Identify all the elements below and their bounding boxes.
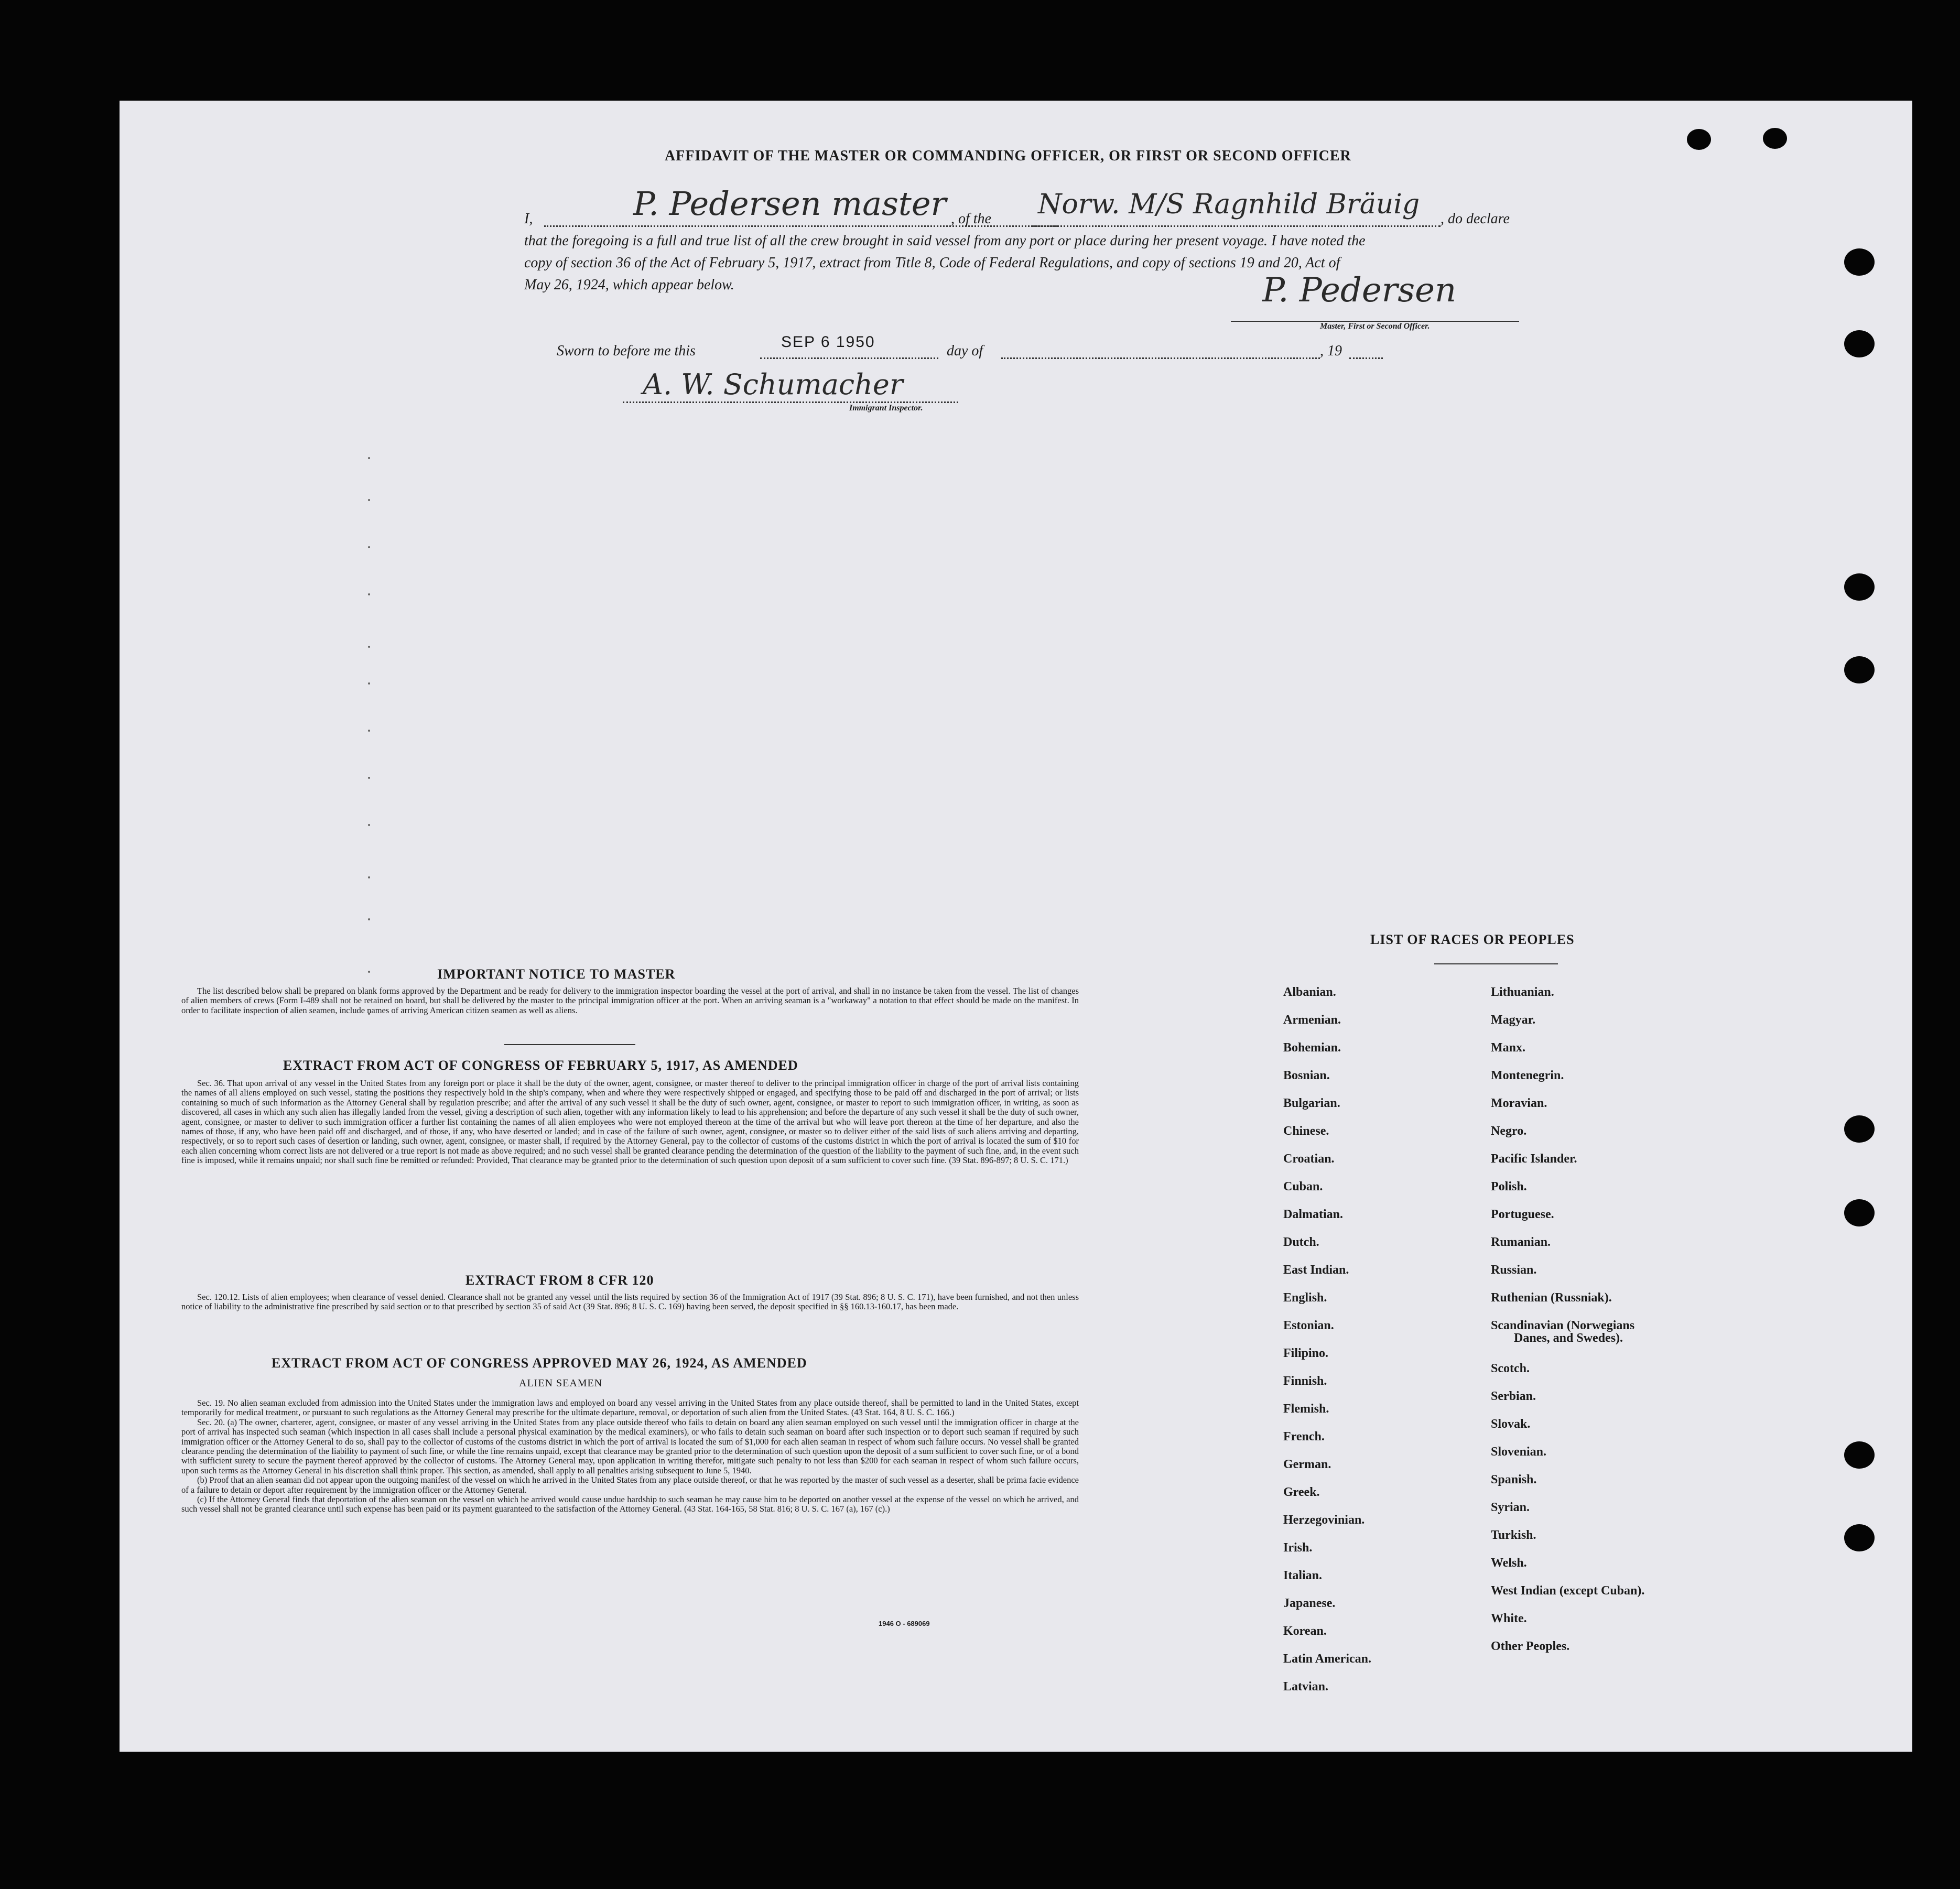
race-item: Turkish. (1491, 1528, 1536, 1542)
document-page (120, 101, 1912, 1752)
section-divider (504, 1044, 635, 1045)
race-item: Other Peoples. (1491, 1640, 1570, 1653)
inspector-label: Immigrant Inspector. (849, 404, 923, 412)
sec-20a-paragraph: Sec. 20. (a) The owner, charterer, agent, consignee, or master of any vessel arriving in the United States from any place outside thereof who fails to detain on board any alien seaman employed on such vessel until the immigration officer in charge at the port of arrival has inspected such seaman (which inspection in all cases shall include a personal physical examination by the medical examiners), or who fails to detain such seaman on board after such inspection or to deport such seaman if required by such immigration officer or the Attorney General to do so, shall pay to the collector of customs of the customs district in which the port of arrival is located the sum of $1,000 for each alien seaman in respect of whom such failure occurs. No vessel shall be granted clearance pending the determination of the liability to payment of such fine, or while the fine remains unpaid, except that clearance may be granted prior to the determination of such question upon the deposit of a sum sufficient to cover such fine, or of a bond with sufficient surety to secure the payment thereof approved by the collector of customs. The Attorney General may, upon application in writing therefor, mitigate such penalty to not less than $200 for each seaman in respect of whom such failure occurs, upon such terms as the Attorney General in his discretion shall think proper. This section, as amended, shall apply to all penalties arising subsequent to June 5, 1940. (181, 1417, 1079, 1475)
race-item: Finnish. (1283, 1374, 1327, 1388)
extract-cfr-title: EXTRACT FROM 8 CFR 120 (465, 1273, 654, 1288)
race-item: Serbian. (1491, 1389, 1536, 1403)
vessel-name-handwriting: Norw. M/S Ragnhild Bräuig (1038, 189, 1420, 220)
race-item: Syrian. (1491, 1501, 1530, 1514)
margin-dot (368, 777, 370, 779)
race-item: French. (1283, 1430, 1325, 1443)
extract-1917-text (181, 1079, 1079, 1166)
sworn-date-stamp: SEP 6 1950 (781, 333, 875, 351)
master-signature: P. Pedersen (1262, 271, 1457, 310)
race-item: Croatian. (1283, 1152, 1335, 1166)
race-item: Negro. (1491, 1124, 1527, 1138)
race-item: Flemish. (1283, 1402, 1329, 1416)
race-item: Latvian. (1283, 1680, 1329, 1693)
margin-dot (368, 682, 370, 685)
race-item: Slovenian. (1491, 1445, 1547, 1459)
race-item: Ruthenian (Russniak). (1491, 1291, 1612, 1305)
race-item: Bohemian. (1283, 1041, 1341, 1055)
margin-dot (368, 457, 370, 459)
race-item: Cuban. (1283, 1180, 1323, 1193)
margin-dot (368, 918, 370, 920)
year-label: , 19 (1320, 343, 1342, 359)
race-item: Pacific Islander. (1491, 1152, 1577, 1166)
margin-dot (368, 824, 370, 826)
race-item: Armenian. (1283, 1013, 1341, 1027)
race-item: German. (1283, 1458, 1331, 1471)
sec-20c-paragraph: (c) If the Attorney General finds that deportation of the alien seaman on the vessel on which he arrived would cause undue hardship to such seaman he may cause him to be deported on another vessel at the expense of the vessel on which he arrived, and such vessel shall not be granted clearance until such expense has been paid or its payment guaranteed to the satisfaction of the Attorney General. (43 Stat. 164-165, 58 Stat. 816; 8 U. S. C. 167 (a), 167 (c).) (181, 1494, 1079, 1514)
margin-dot (368, 730, 370, 732)
race-item: Spanish. (1491, 1473, 1537, 1486)
race-item: Dalmatian. (1283, 1208, 1343, 1221)
notice-paragraph: The list described below shall be prepared on blank forms approved by the Department and be ready for delivery to the immigration inspector boarding the vessel at the port of arrival, and shall in no instance be taken from the vessel. The list of changes of alien members of crews (Form I-489 shall not be retained on board, but shall be delivered by the master to the principal immigration officer at the port. When an arriving seaman is a "workaway" a notation to that effect should be made on the manifest. In order to facilitate inspection of alien seamen, include names of arriving American citizen seamen as well as aliens. (181, 986, 1079, 1015)
race-item: Scotch. (1491, 1362, 1530, 1375)
race-item: English. (1283, 1291, 1327, 1305)
margin-dot (368, 876, 370, 878)
race-item: Welsh. (1491, 1556, 1527, 1570)
punch-hole (1844, 330, 1875, 357)
form-print-code: 1946 O - 689069 (879, 1620, 930, 1627)
margin-dot (368, 971, 370, 973)
race-item: Filipino. (1283, 1347, 1329, 1360)
sec-20b-paragraph: (b) Proof that an alien seaman did not appear upon the outgoing manifest of the vessel on which he arrived in the United States from any place outside thereof, or that he was reported by the master of such vessel as a deserter, shall be prima facie evidence of a failure to detain or deport after requirement by the immigration officer or the Attorney General. (181, 1475, 1079, 1495)
vessel-name-line (1032, 225, 1441, 227)
margin-dot (368, 546, 370, 548)
of-the-label: , of the (951, 211, 991, 227)
race-item: Irish. (1283, 1541, 1313, 1555)
inspector-signature: A. W. Schumacher (643, 368, 903, 401)
punch-hole (1844, 656, 1875, 683)
extract-cfr-paragraph: Sec. 120.12. Lists of alien employees; when clearance of vessel denied. Clearance shall not be granted any vessel until the lists required by section 36 of the Immigration Act of 1917 (39 Stat. 896; 8 U. S. C. 171), have been furnished, and not then unless notice of liability to the administrative fine prescribed by said section or to that prescribed by section 35 of said Act (39 Stat. 896; 8 U. S. C. 169) having been served, the deposit specified in §§ 160.13-160.17, has been made. (181, 1292, 1079, 1312)
punch-hole (1844, 573, 1875, 601)
margin-dot (368, 593, 370, 595)
race-item: Greek. (1283, 1485, 1320, 1499)
race-item: East Indian. (1283, 1263, 1349, 1277)
extract-1924-subtitle: ALIEN SEAMEN (519, 1377, 603, 1389)
affidavit-line-2: that the foregoing is a full and true list of all the crew brought in said vessel from any port or place during her present voyage. I have noted the (524, 233, 1366, 249)
do-declare-label: , do declare (1441, 211, 1510, 227)
race-item: Herzegovinian. (1283, 1513, 1365, 1527)
race-item: Portuguese. (1491, 1208, 1554, 1221)
race-item: Chinese. (1283, 1124, 1329, 1138)
race-item: Danes, and Swedes). (1514, 1331, 1623, 1345)
extract-cfr-text (181, 1293, 1079, 1312)
punch-hole (1844, 1441, 1875, 1469)
race-item: Bulgarian. (1283, 1097, 1340, 1110)
race-item: Russian. (1491, 1263, 1537, 1277)
punch-hole (1844, 248, 1875, 276)
extract-1924-text (181, 1398, 1079, 1514)
extract-1917-paragraph: Sec. 36. That upon arrival of any vessel in the United States from any foreign port or place it shall be the duty of the owner, agent, consignee, or master thereof to deliver to the principal immigration officer in charge of the port of arrival lists containing the names of all aliens employed on such vessel, stating the positions they respectively hold in the ship's company, when and where they were respectively shipped or engaged, and specifying those to be paid off and discharged in the port of arrival; or lists containing so much of such information as the Attorney General shall by regulation prescribe; and after the arrival of any such vessel it shall be the duty of such owner, agent, consignee, or master to report to such immigration officer, in writing, as soon as discovered, all cases in which any such alien has illegally landed from the vessel, giving a description of such alien, together with any information likely to lead to his apprehension; and before the departure of any such vessel it shall be the duty of such owner, agent, consignee, or master to deliver to such immigration officer a further list containing the names of all alien employees who were not employed thereon at the time of the arrival but who will leave port thereon at the time of her departure, and also the names of those, if any, who have been paid off and discharged, and of those, if any, who have deserted or landed; and in case of the failure of such owner, agent, consignee, or master so to deliver either of the said lists of such aliens arriving and departing, respectively, or so to report such cases of desertion or landing, such owner, agent, consignee, or master shall, if required by the Attorney General, pay to the collector of customs of the customs district in which the port of arrival is located the sum of $10 for each alien concerning whom correct lists are not delivered or a true report is not made as above required; and no such vessel shall be granted clearance pending the determination of the question of the liability to the payment of such fine, and, in the event such fine is imposed, while it remains unpaid; nor shall such fine be remitted or refunded: Provided, That clearance may be granted prior to the determination of such question upon deposit of a sum sufficient to cover such fine. (39 Stat. 896-897; 8 U. S. C. 171.) (181, 1078, 1079, 1166)
affidavit-title: AFFIDAVIT OF THE MASTER OR COMMANDING OFFICER, OR FIRST OR SECOND OFFICER (665, 148, 1351, 164)
punch-hole (1844, 1115, 1875, 1143)
race-item: Italian. (1283, 1569, 1323, 1582)
race-item: Dutch. (1283, 1235, 1319, 1249)
race-item: White. (1491, 1612, 1527, 1625)
race-item: Slovak. (1491, 1417, 1531, 1431)
sec-19-paragraph: Sec. 19. No alien seaman excluded from admission into the United States under the immigration laws and employed on board any vessel arriving in the United States from any place outside thereof, shall be permitted to land in the United States, except temporarily for medical treatment, or pursuant to such regulations as the Attorney General may prescribe for the ultimate departure, removal, or deportation of such alien from the United States. (43 Stat. 164, 8 U. S. C. 166.) (181, 1398, 1079, 1418)
affidavit-pronoun: I, (524, 211, 533, 227)
race-item: Rumanian. (1491, 1235, 1551, 1249)
races-title: LIST OF RACES OR PEOPLES (1370, 932, 1575, 947)
race-item: Moravian. (1491, 1097, 1547, 1110)
extract-1917-title: EXTRACT FROM ACT OF CONGRESS OF FEBRUARY 5, 1917, AS AMENDED (283, 1058, 798, 1073)
year-line (1349, 357, 1383, 359)
affidavit-line-3: copy of section 36 of the Act of February 5, 1917, extract from Title 8, Code of Federal Regulations, and copy of sections 19 and 20, Act of (524, 255, 1340, 271)
race-item: Korean. (1283, 1624, 1327, 1638)
punch-hole (1844, 1524, 1875, 1551)
race-item: Scandinavian (Norwegians (1491, 1319, 1635, 1332)
month-line (1001, 357, 1320, 359)
notice-text (181, 986, 1079, 1015)
margin-dot (368, 499, 370, 501)
race-item: Japanese. (1283, 1597, 1336, 1610)
sworn-label: Sworn to before me this (557, 343, 696, 359)
race-item: Bosnian. (1283, 1069, 1330, 1082)
punch-hole (1687, 129, 1711, 150)
margin-dot (368, 646, 370, 648)
race-item: Montenegrin. (1491, 1069, 1564, 1082)
inspector-line (623, 401, 958, 403)
race-item: Polish. (1491, 1180, 1527, 1193)
race-item: Magyar. (1491, 1013, 1536, 1027)
affidavit-line-4: May 26, 1924, which appear below. (524, 277, 734, 293)
race-item: West Indian (except Cuban). (1491, 1584, 1645, 1598)
race-item: Albanian. (1283, 985, 1336, 999)
master-name-handwriting: P. Pedersen master (633, 184, 947, 223)
race-item: Lithuanian. (1491, 985, 1554, 999)
notice-title: IMPORTANT NOTICE TO MASTER (437, 967, 676, 982)
race-item: Estonian. (1283, 1319, 1334, 1332)
punch-hole (1763, 128, 1787, 149)
races-title-rule (1434, 963, 1558, 964)
race-item: Manx. (1491, 1041, 1525, 1055)
race-item: Latin American. (1283, 1652, 1371, 1666)
punch-hole (1844, 1199, 1875, 1226)
sworn-date-line (760, 357, 938, 359)
signature-label: Master, First or Second Officer. (1320, 322, 1430, 331)
day-of-label: day of (947, 343, 983, 359)
extract-1924-title: EXTRACT FROM ACT OF CONGRESS APPROVED MAY 26, 1924, AS AMENDED (272, 1355, 807, 1371)
